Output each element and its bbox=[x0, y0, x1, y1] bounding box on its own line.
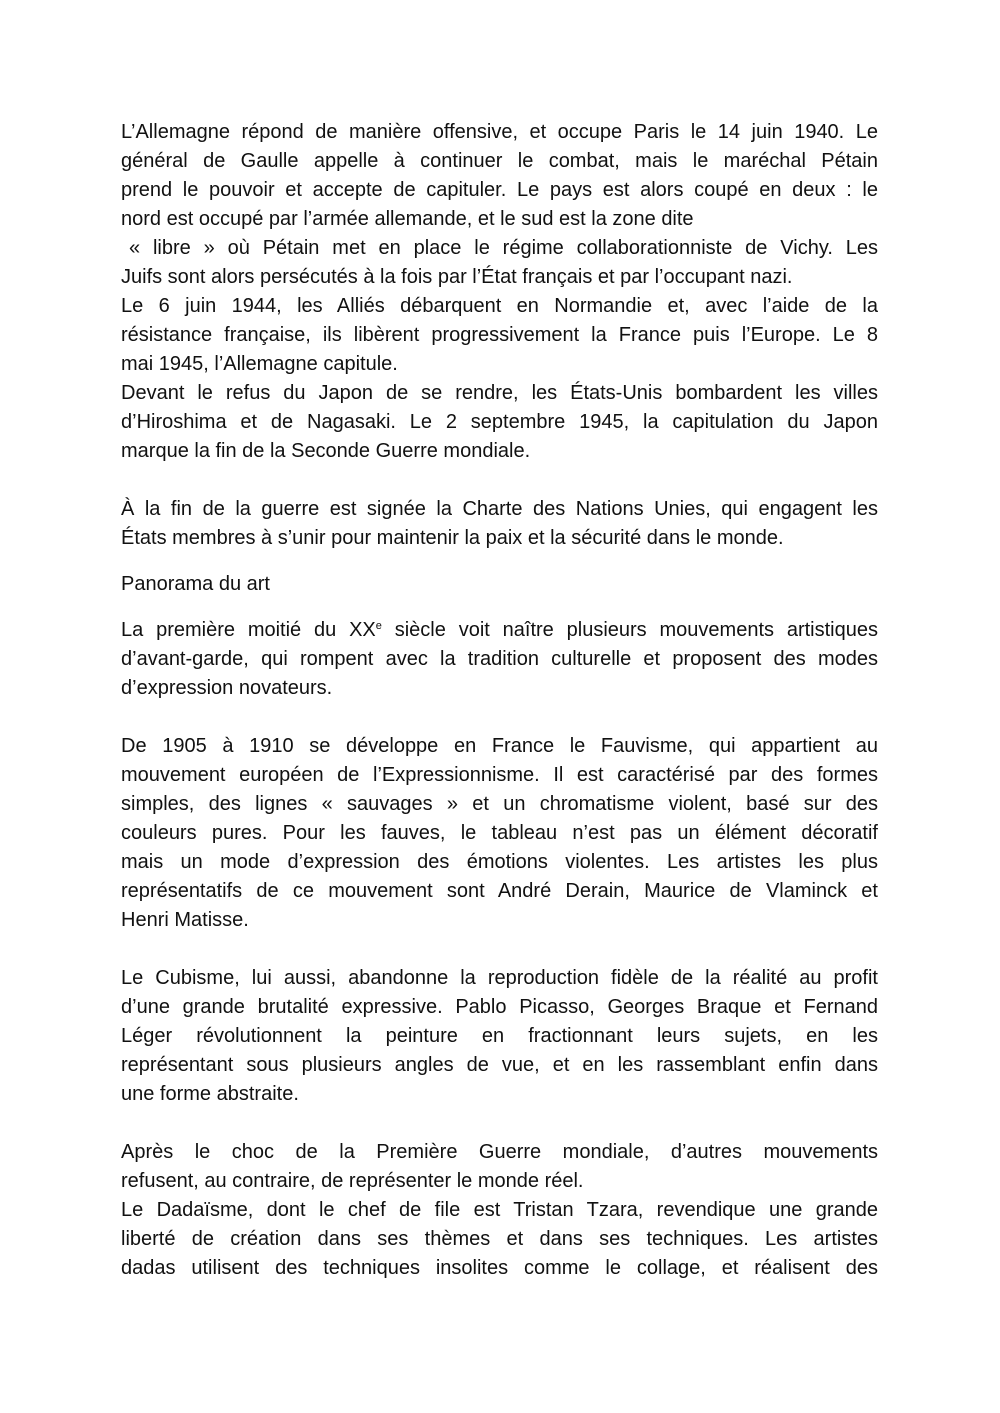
text-line: d’expression novateurs. bbox=[121, 677, 333, 699]
paragraph-un-charter bbox=[121, 495, 878, 553]
text-line: prend le pouvoir et accepte de capituler. Le pays est alors coupé en deux : le bbox=[121, 179, 878, 201]
text-line: Henri Matisse. bbox=[121, 909, 249, 931]
text-line: marque la fin de la Seconde Guerre mondiale. bbox=[121, 440, 531, 462]
text-line: De 1905 à 1910 se développe en France le Fauvisme, qui appartient au bbox=[121, 735, 878, 757]
text-line: refusent, au contraire, de représenter le monde réel. bbox=[121, 1170, 584, 1192]
paragraph-avant-garde bbox=[121, 616, 878, 703]
text-line: Devant le refus du Japon de se rendre, les États-Unis bombardent les villes bbox=[121, 382, 878, 404]
text-line: représentant sous plusieurs angles de vue, et en les rassemblant enfin dans bbox=[121, 1054, 878, 1076]
paragraph-dadaisme bbox=[121, 1138, 878, 1283]
text-line: Juifs sont alors persécutés à la fois par l’État français et par l’occupant nazi. bbox=[121, 266, 793, 288]
text-line: Après le choc de la Première Guerre mondiale, d’autres mouvements bbox=[121, 1141, 878, 1163]
text-line: d’avant-garde, qui rompent avec la tradition culturelle et proposent des modes bbox=[121, 648, 878, 670]
text-line: mai 1945, l’Allemagne capitule. bbox=[121, 353, 398, 375]
text-line: Le Dadaïsme, dont le chef de file est Tristan Tzara, revendique une grande bbox=[121, 1199, 878, 1221]
text-line: simples, des lignes « sauvages » et un chromatisme violent, basé sur des bbox=[121, 793, 878, 815]
text-line: d’une grande brutalité expressive. Pablo Picasso, Georges Braque et Fernand bbox=[121, 996, 878, 1018]
text-line: couleurs pures. Pour les fauves, le tableau n’est pas un élément décoratif bbox=[121, 822, 878, 844]
section-heading: Panorama du art bbox=[121, 573, 270, 595]
text-line: À la fin de la guerre est signée la Charte des Nations Unies, qui engagent les bbox=[121, 498, 878, 520]
paragraph-spacer bbox=[121, 935, 878, 964]
text-line: Le 6 juin 1944, les Alliés débarquent en Normandie et, avec l’aide de la bbox=[121, 295, 878, 317]
text-line: dadas utilisent des techniques insolites comme le collage, et réalisent des bbox=[121, 1257, 878, 1279]
text-line: mais un mode d’expression des émotions violentes. Les artistes les plus bbox=[121, 851, 878, 873]
text-line: une forme abstraite. bbox=[121, 1083, 299, 1105]
text-line: représentatifs de ce mouvement sont André Derain, Maurice de Vlaminck et bbox=[121, 880, 878, 902]
paragraph-spacer bbox=[121, 703, 878, 732]
text-line: États membres à s’unir pour maintenir la paix et la sécurité dans le monde. bbox=[121, 527, 784, 549]
paragraph-spacer bbox=[121, 466, 878, 495]
text-line: général de Gaulle appelle à continuer le combat, mais le maréchal Pétain bbox=[121, 150, 878, 172]
paragraph-fauvisme bbox=[121, 732, 878, 935]
text-line: nord est occupé par l’armée allemande, et le sud est la zone dite bbox=[121, 208, 694, 230]
text-line: « libre » où Pétain met en place le régime collaborationniste de Vichy. Les bbox=[129, 237, 878, 259]
paragraph-spacer bbox=[121, 599, 878, 616]
text-fragment: La première moitié du XX bbox=[121, 619, 376, 641]
text-line: résistance française, ils libèrent progressivement la France puis l’Europe. Le 8 bbox=[121, 324, 878, 346]
text-line bbox=[121, 616, 878, 645]
paragraph-cubisme bbox=[121, 964, 878, 1109]
paragraph-spacer bbox=[121, 1109, 878, 1138]
text-line: Le Cubisme, lui aussi, abandonne la reproduction fidèle de la réalité au profit bbox=[121, 967, 878, 989]
document-page bbox=[121, 118, 878, 1283]
superscript: e bbox=[375, 620, 382, 632]
text-line: mouvement européen de l’Expressionnisme. Il est caractérisé par des formes bbox=[121, 764, 878, 786]
text-line: liberté de création dans ses thèmes et dans ses techniques. Les artistes bbox=[121, 1228, 878, 1250]
paragraph-occupation bbox=[121, 118, 878, 466]
text-line: L’Allemagne répond de manière offensive, et occupe Paris le 14 juin 1940. Le bbox=[121, 121, 878, 143]
text-line: Léger révolutionnent la peinture en fractionnant leurs sujets, en les bbox=[121, 1025, 878, 1047]
text-fragment: siècle voit naître plusieurs mouvements artistiques bbox=[381, 619, 878, 641]
paragraph-spacer bbox=[121, 553, 878, 570]
text-line: d’Hiroshima et de Nagasaki. Le 2 septembre 1945, la capitulation du Japon bbox=[121, 411, 878, 433]
